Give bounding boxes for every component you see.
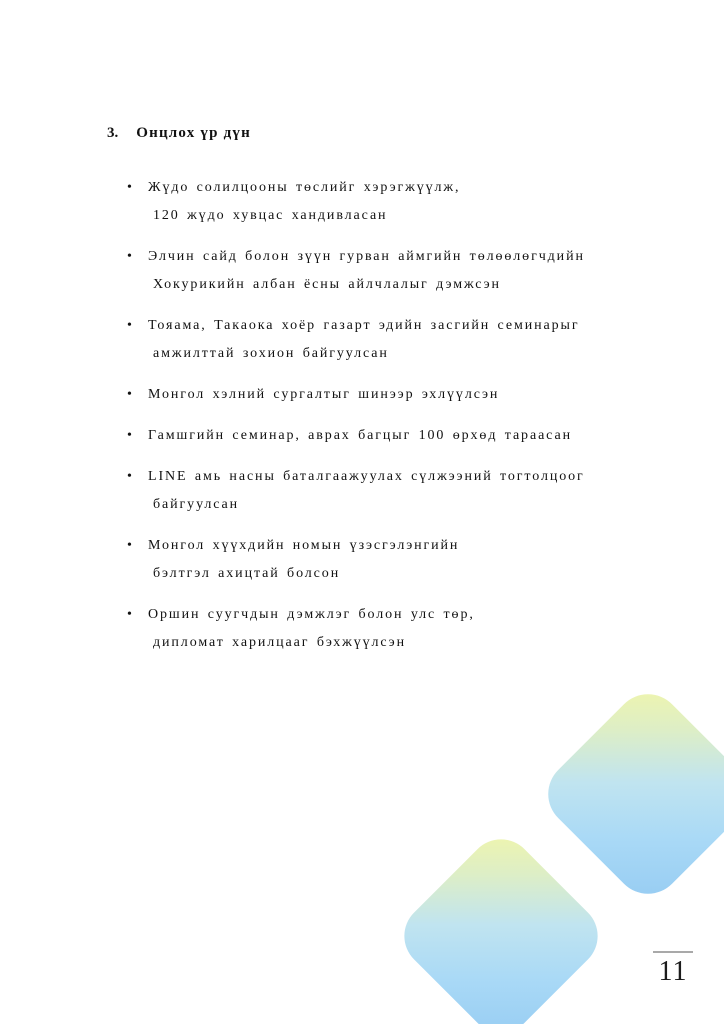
bullet-icon: • <box>127 469 132 484</box>
bullet-line: Элчин сайд болон зүүн гурван аймгийн төлөөлөгчдийн <box>148 249 585 264</box>
bullet-line: Оршин суугчдын дэмжлэг болон улс төр, <box>148 607 475 622</box>
list-item <box>125 243 685 299</box>
page-footer <box>650 951 696 987</box>
section-number: 3. <box>107 125 119 141</box>
list-item <box>125 601 685 657</box>
bullet-line: 120 жүдо хувцас хандивласан <box>153 208 388 223</box>
bullet-icon: • <box>127 318 132 333</box>
bullet-line: Монгол хүүхдийн номын үзэсгэлэнгийн <box>148 538 460 553</box>
bullet-icon: • <box>127 607 132 622</box>
page-number: 11 <box>658 956 688 987</box>
bullet-list <box>125 174 685 670</box>
diamond-bottom-left-icon <box>391 826 612 1024</box>
bullet-icon: • <box>127 249 132 264</box>
section-heading <box>107 123 251 143</box>
bullet-line: байгуулсан <box>153 497 240 512</box>
bullet-line: Гамшгийн семинар, аврах багцыг 100 өрхөд тараасан <box>148 428 572 443</box>
bullet-line: Монгол хэлний сургалтыг шинээр эхлүүлсэн <box>148 387 500 402</box>
diamond-top-right-icon <box>534 680 724 908</box>
bullet-icon: • <box>127 538 132 553</box>
list-item <box>125 312 685 368</box>
bullet-line: амжилттай зохион байгуулсан <box>153 346 389 361</box>
bullet-line: Хокурикийн албан ёсны айлчлалыг дэмжсэн <box>153 277 501 292</box>
page-number-rule <box>653 951 693 953</box>
list-item <box>125 422 685 450</box>
bullet-line: Жүдо солилцооны төслийг хэрэгжүүлж, <box>148 180 461 195</box>
list-item <box>125 381 685 409</box>
list-item <box>125 174 685 230</box>
list-item <box>125 463 685 519</box>
list-item <box>125 532 685 588</box>
section-title: Онцлох үр дүн <box>136 125 251 141</box>
bullet-line: Тояама, Такаока хоёр газарт эдийн засгийн семинарыг <box>148 318 580 333</box>
bullet-line: бэлтгэл ахицтай болсон <box>153 566 341 581</box>
bullet-icon: • <box>127 428 132 443</box>
bullet-icon: • <box>127 387 132 402</box>
bullet-icon: • <box>127 180 132 195</box>
bullet-line: дипломат харилцааг бэхжүүлсэн <box>153 635 406 650</box>
bullet-line: LINE амь насны баталгаажуулах сүлжээний тогтолцоог <box>148 469 585 484</box>
